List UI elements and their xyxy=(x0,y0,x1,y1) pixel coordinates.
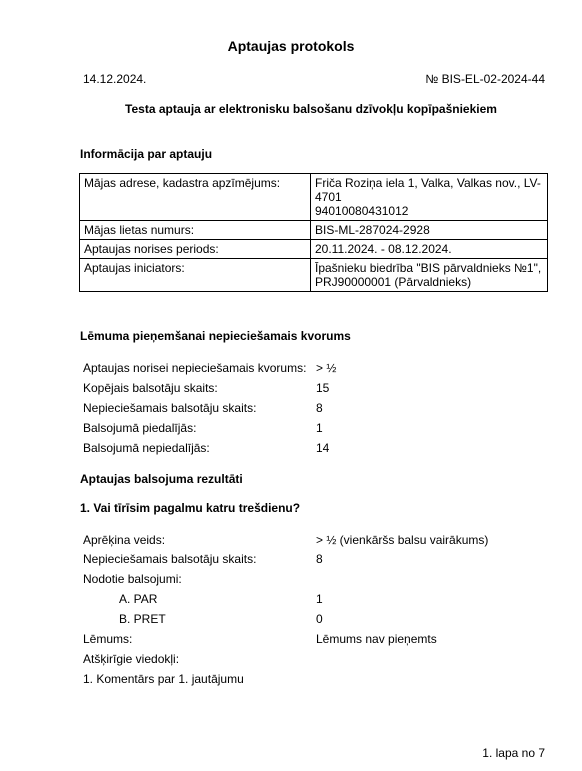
comment-text: 1. Komentārs par 1. jautājumu xyxy=(83,672,244,686)
quorum-value: 15 xyxy=(316,381,330,395)
quorum-value: > ½ xyxy=(316,361,337,375)
table-row xyxy=(80,259,548,292)
info-value: 20.11.2024. - 08.12.2024. xyxy=(311,240,548,259)
quorum-heading: Lēmuma pieņemšanai nepieciešamais kvorums xyxy=(80,329,351,343)
decision-value: Lēmums nav pieņemts xyxy=(316,632,437,646)
info-value-line: 94010080431012 xyxy=(315,204,409,218)
info-value-line: PRJ90000001 (Pārvaldnieks) xyxy=(315,275,472,289)
info-label: Mājas adrese, kadastra apzīmējums: xyxy=(80,174,311,221)
votes-label: Nodotie balsojumi: xyxy=(83,572,182,586)
quorum-value: 8 xyxy=(316,401,323,415)
calc-value: > ½ (vienkāršs balsu vairākums) xyxy=(316,533,489,547)
info-value-line: Īpašnieku biedrība "BIS pārvaldnieks №1", xyxy=(315,261,542,275)
info-value xyxy=(311,174,548,221)
info-label: Mājas lietas numurs: xyxy=(80,221,311,240)
table-row xyxy=(80,221,548,240)
info-heading: Informācija par aptauju xyxy=(80,147,213,161)
needed-label: Nepieciešamais balsotāju skaits: xyxy=(83,552,257,566)
info-label: Aptaujas iniciators: xyxy=(80,259,311,292)
quorum-label: Balsojumā piedalījās: xyxy=(83,421,197,435)
opinions-label: Atšķirīgie viedokļi: xyxy=(83,652,180,666)
page-footer: 1. lapa no 7 xyxy=(482,746,545,760)
table-row xyxy=(80,240,548,259)
quorum-label: Kopējais balsotāju skaits: xyxy=(83,381,218,395)
calc-label: Aprēķina veids: xyxy=(83,533,166,547)
question-title: 1. Vai tīrīsim pagalmu katru trešdienu? xyxy=(80,501,301,515)
protocol-date: 14.12.2024. xyxy=(83,72,147,86)
protocol-number: № BIS-EL-02-2024-44 xyxy=(425,72,545,86)
info-value-line: 4701 xyxy=(315,190,342,204)
info-value-line: Friča Roziņa iela 1, Valka, Valkas nov., LV- xyxy=(315,176,541,190)
quorum-label: Balsojumā nepiedalījās: xyxy=(83,441,210,455)
needed-value: 8 xyxy=(316,552,323,566)
table-row xyxy=(80,174,548,221)
info-table xyxy=(79,173,548,292)
decision-label: Lēmums: xyxy=(83,632,133,646)
info-label: Aptaujas norises periods: xyxy=(80,240,311,259)
page-title: Aptaujas protokols xyxy=(227,38,355,54)
vote-option-value: 0 xyxy=(316,612,323,626)
protocol-subtitle: Testa aptauja ar elektronisku balsošanu dzīvokļu kopīpašniekiem xyxy=(125,102,497,116)
quorum-value: 14 xyxy=(316,441,330,455)
results-heading: Aptaujas balsojuma rezultāti xyxy=(80,472,243,486)
info-value: BIS-ML-287024-2928 xyxy=(311,221,548,240)
vote-option-label: B. PRET xyxy=(119,612,166,626)
vote-option-value: 1 xyxy=(316,592,323,606)
quorum-label: Aptaujas norisei nepieciešamais kvorums: xyxy=(83,361,307,375)
info-value xyxy=(311,259,548,292)
quorum-label: Nepieciešamais balsotāju skaits: xyxy=(83,401,257,415)
quorum-value: 1 xyxy=(316,421,323,435)
vote-option-label: A. PAR xyxy=(119,592,158,606)
